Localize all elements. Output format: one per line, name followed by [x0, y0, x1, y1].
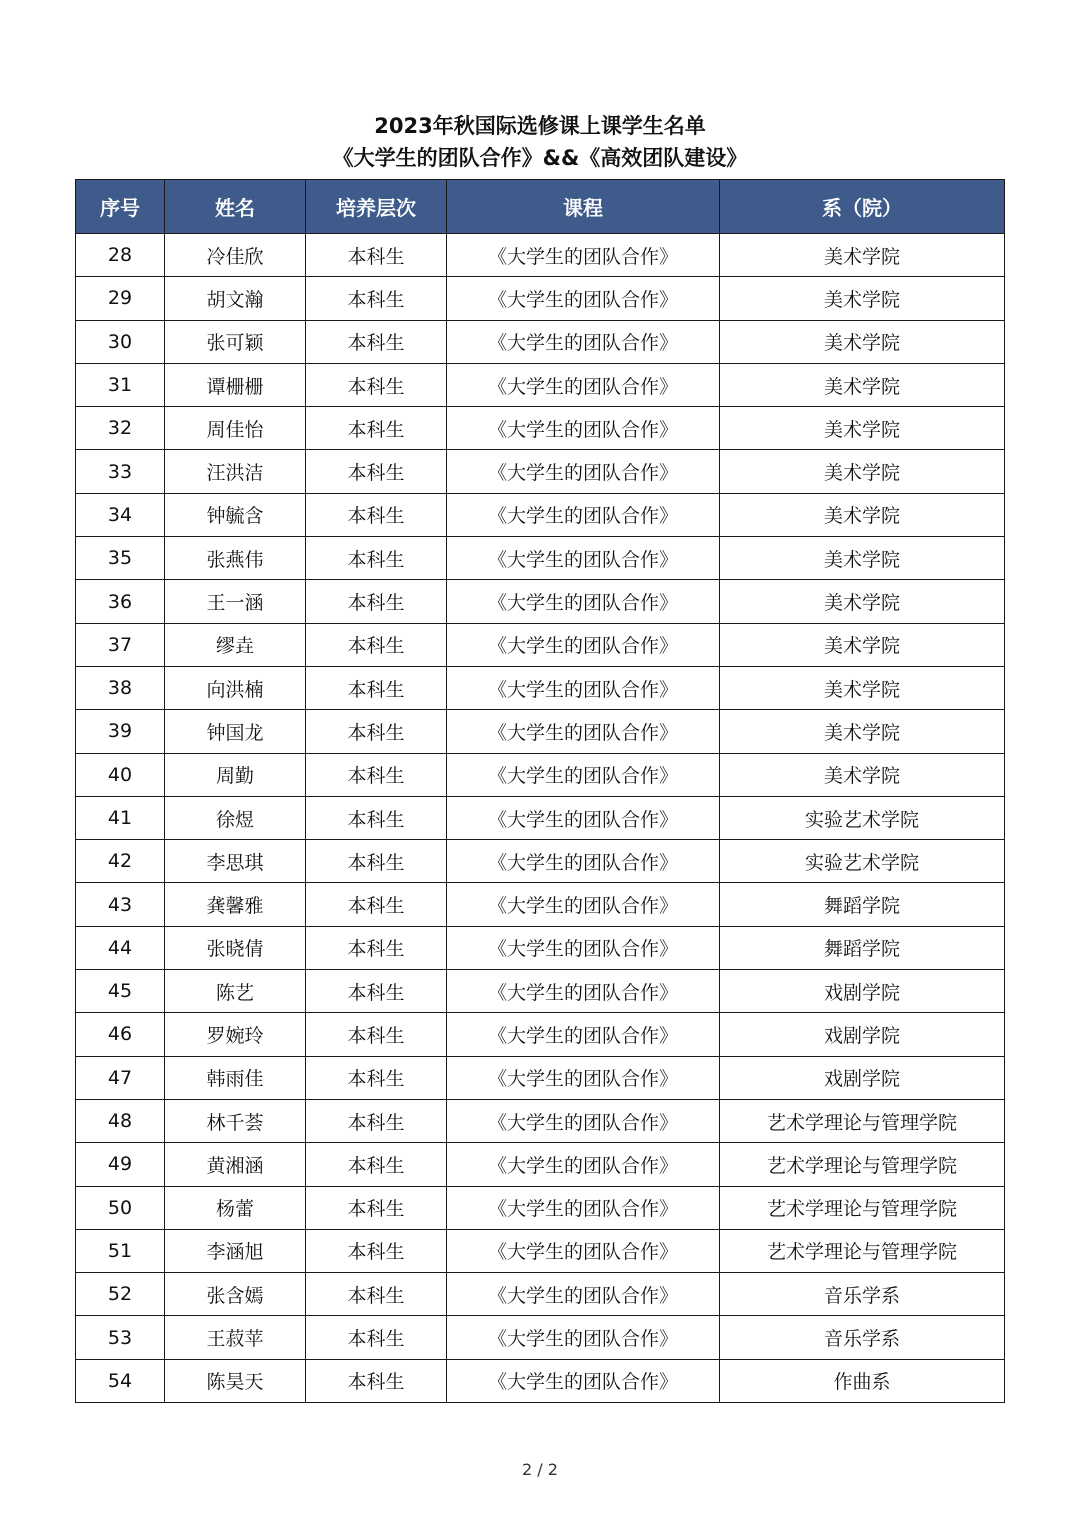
cell-level: 本科生 — [306, 1143, 447, 1186]
cell-department: 美术学院 — [720, 753, 1005, 796]
cell-name: 张晓倩 — [165, 926, 306, 969]
cell-department: 艺术学理论与管理学院 — [720, 1099, 1005, 1142]
cell-department: 戏剧学院 — [720, 970, 1005, 1013]
cell-course: 《大学生的团队合作》 — [447, 926, 720, 969]
cell-course: 《大学生的团队合作》 — [447, 1273, 720, 1316]
cell-course: 《大学生的团队合作》 — [447, 1143, 720, 1186]
cell-name: 周佳怡 — [165, 407, 306, 450]
column-header-name: 姓名 — [165, 180, 306, 234]
cell-department: 作曲系 — [720, 1359, 1005, 1402]
cell-name: 谭栅栅 — [165, 363, 306, 406]
cell-department: 舞蹈学院 — [720, 883, 1005, 926]
cell-department: 美术学院 — [720, 363, 1005, 406]
cell-number: 51 — [76, 1229, 165, 1272]
cell-name: 林千荟 — [165, 1099, 306, 1142]
cell-number: 54 — [76, 1359, 165, 1402]
column-header-course: 课程 — [447, 180, 720, 234]
cell-level: 本科生 — [306, 1056, 447, 1099]
cell-department: 艺术学理论与管理学院 — [720, 1186, 1005, 1229]
cell-course: 《大学生的团队合作》 — [447, 1186, 720, 1229]
cell-level: 本科生 — [306, 753, 447, 796]
cell-number: 47 — [76, 1056, 165, 1099]
cell-course: 《大学生的团队合作》 — [447, 623, 720, 666]
cell-name: 陈昊天 — [165, 1359, 306, 1402]
cell-name: 冷佳欣 — [165, 234, 306, 277]
table-row — [76, 796, 1005, 839]
cell-course: 《大学生的团队合作》 — [447, 1013, 720, 1056]
cell-level: 本科生 — [306, 493, 447, 536]
table-header-row — [76, 180, 1005, 234]
cell-department: 美术学院 — [720, 407, 1005, 450]
cell-course: 《大学生的团队合作》 — [447, 1229, 720, 1272]
cell-level: 本科生 — [306, 537, 447, 580]
cell-name: 龚馨雅 — [165, 883, 306, 926]
cell-course: 《大学生的团队合作》 — [447, 450, 720, 493]
cell-name: 张燕伟 — [165, 537, 306, 580]
cell-name: 李思琪 — [165, 840, 306, 883]
cell-level: 本科生 — [306, 320, 447, 363]
cell-course: 《大学生的团队合作》 — [447, 1359, 720, 1402]
cell-department: 音乐学系 — [720, 1273, 1005, 1316]
cell-number: 34 — [76, 493, 165, 536]
table-body — [76, 234, 1005, 1403]
cell-department: 美术学院 — [720, 623, 1005, 666]
cell-number: 39 — [76, 710, 165, 753]
cell-level: 本科生 — [306, 623, 447, 666]
cell-name: 张可颖 — [165, 320, 306, 363]
page-indicator: 2 / 2 — [522, 1460, 558, 1479]
cell-number: 53 — [76, 1316, 165, 1359]
document-header — [0, 110, 1080, 174]
cell-level: 本科生 — [306, 1273, 447, 1316]
cell-course: 《大学生的团队合作》 — [447, 234, 720, 277]
table-row — [76, 710, 1005, 753]
cell-department: 美术学院 — [720, 710, 1005, 753]
cell-course: 《大学生的团队合作》 — [447, 580, 720, 623]
table-row — [76, 1273, 1005, 1316]
cell-department: 艺术学理论与管理学院 — [720, 1143, 1005, 1186]
cell-level: 本科生 — [306, 450, 447, 493]
cell-number: 40 — [76, 753, 165, 796]
cell-department: 美术学院 — [720, 234, 1005, 277]
cell-number: 52 — [76, 1273, 165, 1316]
student-roster-table — [75, 179, 1005, 1403]
cell-name: 缪垚 — [165, 623, 306, 666]
cell-number: 42 — [76, 840, 165, 883]
cell-course: 《大学生的团队合作》 — [447, 1099, 720, 1142]
cell-number: 32 — [76, 407, 165, 450]
cell-level: 本科生 — [306, 407, 447, 450]
cell-department: 美术学院 — [720, 277, 1005, 320]
cell-course: 《大学生的团队合作》 — [447, 1056, 720, 1099]
cell-course: 《大学生的团队合作》 — [447, 710, 720, 753]
table-row — [76, 970, 1005, 1013]
cell-number: 37 — [76, 623, 165, 666]
cell-name: 李涵旭 — [165, 1229, 306, 1272]
column-header-number: 序号 — [76, 180, 165, 234]
cell-department: 美术学院 — [720, 580, 1005, 623]
table-row — [76, 1143, 1005, 1186]
cell-course: 《大学生的团队合作》 — [447, 407, 720, 450]
cell-number: 33 — [76, 450, 165, 493]
cell-department: 实验艺术学院 — [720, 840, 1005, 883]
cell-name: 张含嫣 — [165, 1273, 306, 1316]
cell-name: 王一涵 — [165, 580, 306, 623]
table-row — [76, 320, 1005, 363]
table-row — [76, 753, 1005, 796]
table-row — [76, 234, 1005, 277]
cell-level: 本科生 — [306, 234, 447, 277]
cell-department: 舞蹈学院 — [720, 926, 1005, 969]
cell-department: 美术学院 — [720, 320, 1005, 363]
table-row — [76, 1186, 1005, 1229]
cell-course: 《大学生的团队合作》 — [447, 666, 720, 709]
table-row — [76, 623, 1005, 666]
cell-level: 本科生 — [306, 363, 447, 406]
table-row — [76, 666, 1005, 709]
cell-department: 戏剧学院 — [720, 1056, 1005, 1099]
cell-name: 韩雨佳 — [165, 1056, 306, 1099]
cell-number: 41 — [76, 796, 165, 839]
table-row — [76, 277, 1005, 320]
document-subtitle: 《大学生的团队合作》&&《高效团队建设》 — [332, 146, 748, 170]
cell-course: 《大学生的团队合作》 — [447, 753, 720, 796]
cell-course: 《大学生的团队合作》 — [447, 277, 720, 320]
cell-department: 美术学院 — [720, 450, 1005, 493]
table-row — [76, 1316, 1005, 1359]
table-row — [76, 883, 1005, 926]
cell-level: 本科生 — [306, 796, 447, 839]
column-header-level: 培养层次 — [306, 180, 447, 234]
cell-number: 30 — [76, 320, 165, 363]
cell-course: 《大学生的团队合作》 — [447, 1316, 720, 1359]
cell-level: 本科生 — [306, 970, 447, 1013]
table-row — [76, 363, 1005, 406]
cell-number: 43 — [76, 883, 165, 926]
cell-course: 《大学生的团队合作》 — [447, 320, 720, 363]
cell-course: 《大学生的团队合作》 — [447, 363, 720, 406]
cell-level: 本科生 — [306, 1316, 447, 1359]
table-row — [76, 926, 1005, 969]
cell-number: 35 — [76, 537, 165, 580]
table-row — [76, 1229, 1005, 1272]
cell-number: 31 — [76, 363, 165, 406]
cell-level: 本科生 — [306, 710, 447, 753]
cell-course: 《大学生的团队合作》 — [447, 970, 720, 1013]
cell-number: 50 — [76, 1186, 165, 1229]
cell-level: 本科生 — [306, 1099, 447, 1142]
cell-number: 46 — [76, 1013, 165, 1056]
cell-department: 美术学院 — [720, 493, 1005, 536]
column-header-department: 系（院） — [720, 180, 1005, 234]
table-row — [76, 493, 1005, 536]
cell-number: 45 — [76, 970, 165, 1013]
table-row — [76, 840, 1005, 883]
cell-department: 美术学院 — [720, 666, 1005, 709]
cell-number: 36 — [76, 580, 165, 623]
cell-level: 本科生 — [306, 1229, 447, 1272]
document-title: 2023年秋国际选修课上课学生名单 — [374, 114, 706, 138]
cell-level: 本科生 — [306, 840, 447, 883]
cell-name: 罗婉玲 — [165, 1013, 306, 1056]
cell-department: 戏剧学院 — [720, 1013, 1005, 1056]
cell-number: 44 — [76, 926, 165, 969]
cell-level: 本科生 — [306, 666, 447, 709]
cell-name: 向洪楠 — [165, 666, 306, 709]
table-row — [76, 537, 1005, 580]
table-row — [76, 450, 1005, 493]
cell-department: 美术学院 — [720, 537, 1005, 580]
cell-course: 《大学生的团队合作》 — [447, 796, 720, 839]
table-row — [76, 1013, 1005, 1056]
cell-name: 周勤 — [165, 753, 306, 796]
cell-name: 钟国龙 — [165, 710, 306, 753]
table-row — [76, 407, 1005, 450]
cell-number: 48 — [76, 1099, 165, 1142]
cell-name: 杨蕾 — [165, 1186, 306, 1229]
cell-level: 本科生 — [306, 883, 447, 926]
cell-level: 本科生 — [306, 580, 447, 623]
cell-name: 王菽苹 — [165, 1316, 306, 1359]
cell-department: 艺术学理论与管理学院 — [720, 1229, 1005, 1272]
cell-name: 徐煜 — [165, 796, 306, 839]
cell-name: 胡文瀚 — [165, 277, 306, 320]
cell-course: 《大学生的团队合作》 — [447, 883, 720, 926]
cell-level: 本科生 — [306, 1013, 447, 1056]
cell-name: 汪洪洁 — [165, 450, 306, 493]
table-row — [76, 580, 1005, 623]
cell-number: 28 — [76, 234, 165, 277]
cell-name: 钟毓含 — [165, 493, 306, 536]
cell-level: 本科生 — [306, 1359, 447, 1402]
cell-level: 本科生 — [306, 277, 447, 320]
cell-course: 《大学生的团队合作》 — [447, 840, 720, 883]
cell-name: 黄湘涵 — [165, 1143, 306, 1186]
cell-name: 陈艺 — [165, 970, 306, 1013]
cell-course: 《大学生的团队合作》 — [447, 537, 720, 580]
table-row — [76, 1056, 1005, 1099]
cell-level: 本科生 — [306, 926, 447, 969]
cell-department: 实验艺术学院 — [720, 796, 1005, 839]
cell-number: 38 — [76, 666, 165, 709]
cell-department: 音乐学系 — [720, 1316, 1005, 1359]
cell-number: 29 — [76, 277, 165, 320]
cell-number: 49 — [76, 1143, 165, 1186]
table-row — [76, 1359, 1005, 1402]
table-row — [76, 1099, 1005, 1142]
cell-level: 本科生 — [306, 1186, 447, 1229]
cell-course: 《大学生的团队合作》 — [447, 493, 720, 536]
